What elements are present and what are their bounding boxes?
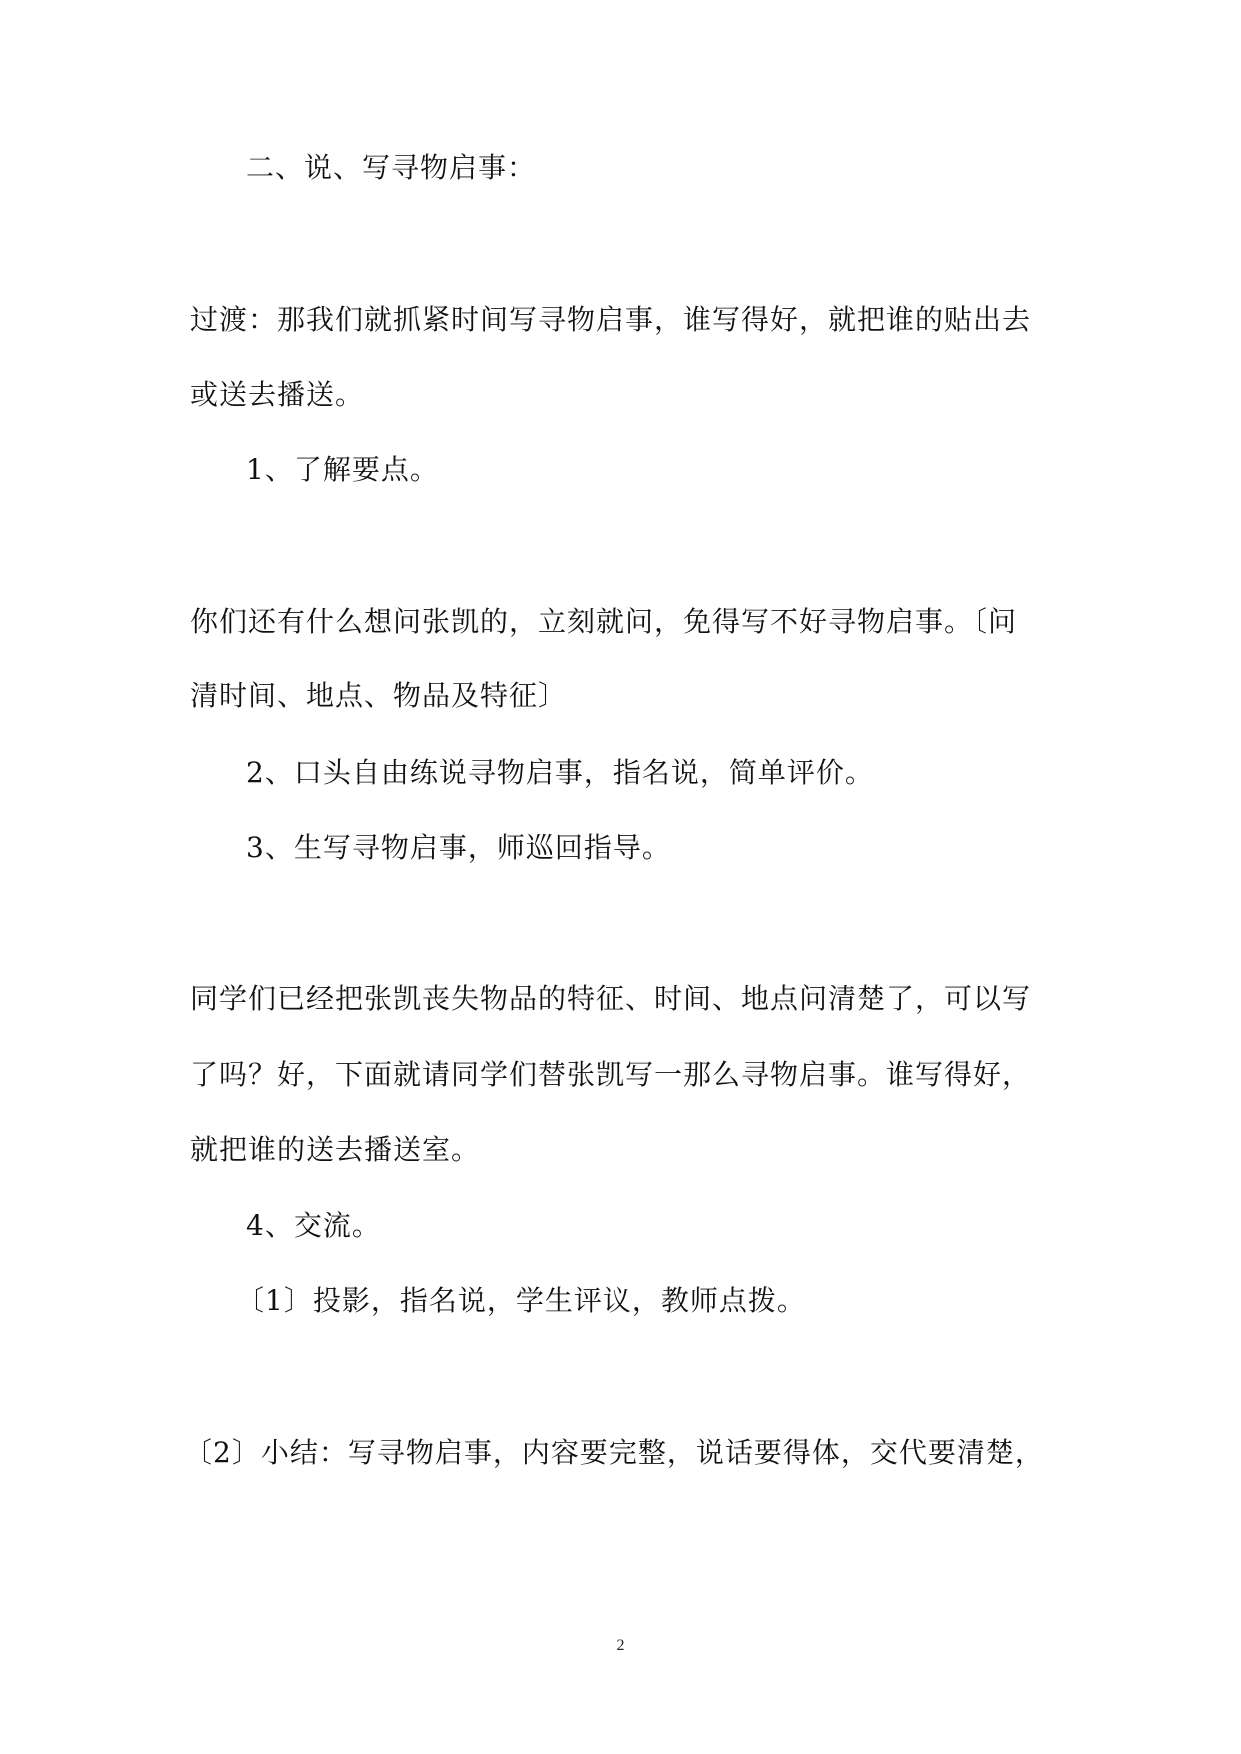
paragraph-line: 〔2〕小结：写寻物启事，内容要完整，说话要得体，交代要清楚， [184, 1436, 1044, 1469]
page-number: 2 [616, 1637, 625, 1654]
paragraph-line: 你们还有什么想问张凯的，立刻就问，免得写不好寻物启事。〔问 [190, 605, 1018, 638]
paragraph-line: 同学们已经把张凯丧失物品的特征、时间、地点问清楚了，可以写 [190, 982, 1032, 1015]
paragraph-line: 了吗？好，下面就请同学们替张凯写一那么寻物启事。谁写得好， [190, 1058, 1032, 1091]
paragraph-line: 或送去播送。 [190, 378, 365, 411]
list-item: 1、了解要点。 [246, 453, 439, 486]
list-item: 2、口头自由练说寻物启事，指名说，简单评价。 [246, 756, 874, 789]
list-item: 〔1〕投影，指名说，学生评议，教师点拨。 [236, 1284, 806, 1317]
section-heading: 二、说、写寻物启事： [246, 151, 537, 184]
paragraph-line: 过渡：那我们就抓紧时间写寻物启事，谁写得好，就把谁的贴出去 [190, 303, 1032, 336]
paragraph-line: 就把谁的送去播送室。 [190, 1133, 481, 1166]
paragraph-line: 清时间、地点、物品及特征〕 [190, 679, 568, 712]
list-item: 3、生写寻物启事，师巡回指导。 [246, 831, 671, 864]
list-item: 4、交流。 [246, 1209, 381, 1242]
